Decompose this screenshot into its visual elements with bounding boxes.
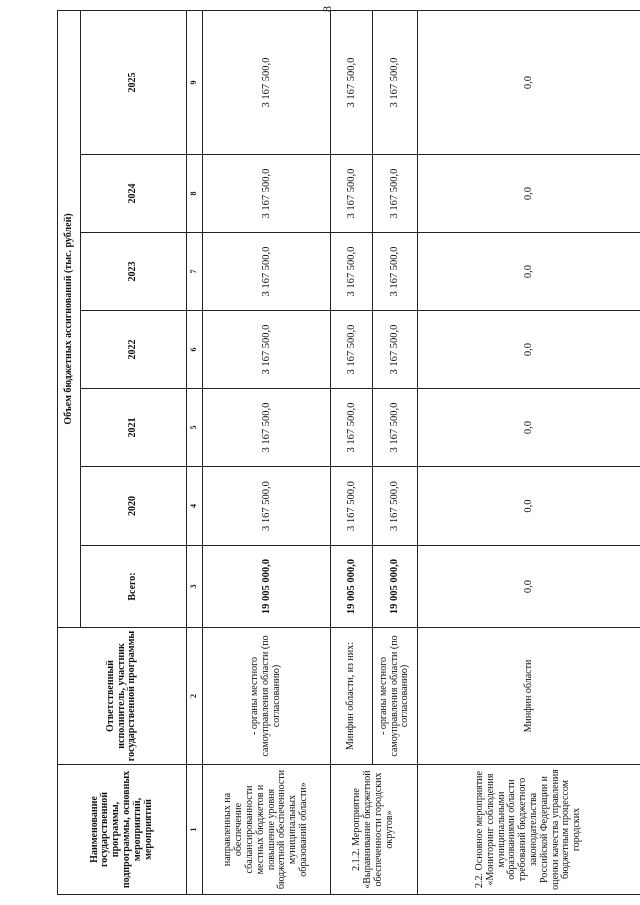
value-cell: 3 167 500,0 <box>203 311 331 389</box>
total-cell: 19 005 000,0 <box>373 546 418 628</box>
executor-cell: Минфин области, из них: <box>331 628 373 765</box>
header-program-name: Наименование государственной программы, подпрограммы, основных мероприятий, мероприятий <box>58 765 187 895</box>
column-number: 4 <box>187 467 203 546</box>
value-cell: 0,0 <box>418 11 640 155</box>
program-name-cell: направленных на обеспечение сбалансированности местных бюджетов и повышение уровня бюджетной обеспеченности муниципальных образований области» <box>203 765 331 895</box>
value-cell: 3 167 500,0 <box>331 467 373 546</box>
value-cell: 3 167 500,0 <box>373 155 418 233</box>
executor-cell: Минфин области <box>418 628 640 765</box>
table-row <box>373 11 418 895</box>
header-year: 2021 <box>81 389 187 467</box>
value-cell: 3 167 500,0 <box>203 389 331 467</box>
column-number: 6 <box>187 311 203 389</box>
value-cell: 0,0 <box>418 389 640 467</box>
total-cell: 19 005 000,0 <box>203 546 331 628</box>
header-year: 2025 <box>81 11 187 155</box>
value-cell: 3 167 500,0 <box>373 467 418 546</box>
column-number: 5 <box>187 389 203 467</box>
executor-cell: - органы местного самоуправления области (по согласованию) <box>373 628 418 765</box>
total-cell: 19 005 000,0 <box>331 546 373 628</box>
column-number: 3 <box>187 546 203 628</box>
column-number: 1 <box>187 765 203 895</box>
value-cell: 3 167 500,0 <box>331 389 373 467</box>
value-cell: 3 167 500,0 <box>203 11 331 155</box>
column-number: 7 <box>187 233 203 311</box>
value-cell: 3 167 500,0 <box>373 233 418 311</box>
value-cell: 0,0 <box>418 233 640 311</box>
value-cell: 3 167 500,0 <box>331 155 373 233</box>
value-cell: 3 167 500,0 <box>331 311 373 389</box>
column-number: 2 <box>187 628 203 765</box>
header-year: 2020 <box>81 467 187 546</box>
header-year: 2022 <box>81 311 187 389</box>
value-cell: 0,0 <box>418 155 640 233</box>
header-budget: Объем бюджетных ассигнований (тыс. рублей) <box>58 11 81 628</box>
value-cell: 0,0 <box>418 311 640 389</box>
value-cell: 3 167 500,0 <box>373 11 418 155</box>
table-row <box>418 11 640 895</box>
program-name-cell: 2.1.2. Мероприятие «Выравнивание бюджетной обеспеченности городских округов» <box>331 765 418 895</box>
value-cell: 3 167 500,0 <box>373 389 418 467</box>
value-cell: 3 167 500,0 <box>373 311 418 389</box>
value-cell: 3 167 500,0 <box>331 11 373 155</box>
value-cell: 0,0 <box>418 467 640 546</box>
table-row <box>203 11 331 895</box>
value-cell: 3 167 500,0 <box>203 233 331 311</box>
value-cell: 3 167 500,0 <box>203 155 331 233</box>
program-name-cell: 2.2. Основное мероприятие «Мониторинг соблюдения муниципальными образованиями области требований бюджетного законодательства Российской Федерации и оценки качества управления бюджетным процессом городских <box>418 765 640 895</box>
page-number: 8 <box>320 6 334 12</box>
column-number: 8 <box>187 155 203 233</box>
total-cell: 0,0 <box>418 546 640 628</box>
budget-allocation-table <box>57 10 640 895</box>
value-cell: 3 167 500,0 <box>203 467 331 546</box>
column-number: 9 <box>187 11 203 155</box>
table-row <box>331 11 373 895</box>
header-executor: Ответственный исполнитель, участник государственной программы <box>58 628 187 765</box>
header-total: Всего: <box>81 546 187 628</box>
executor-cell: - органы местного самоуправления области (по согласованию) <box>203 628 331 765</box>
header-year: 2023 <box>81 233 187 311</box>
header-year: 2024 <box>81 155 187 233</box>
value-cell: 3 167 500,0 <box>331 233 373 311</box>
budget-table-container <box>57 11 640 895</box>
